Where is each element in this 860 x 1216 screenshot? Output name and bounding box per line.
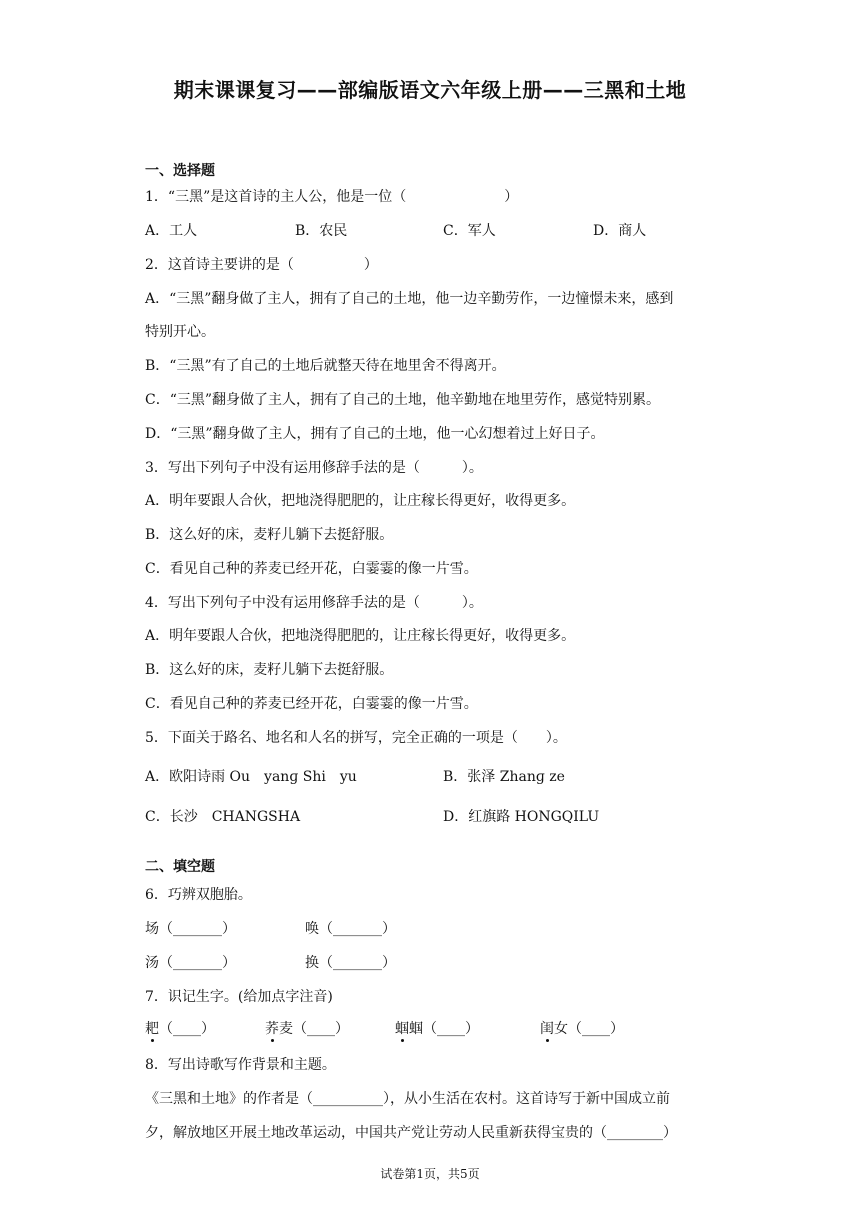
q5-option-b: B．张泽 Zhanɡ ze <box>443 769 565 785</box>
question-8-stem: 8．写出诗歌写作背景和主题。 <box>145 1057 336 1073</box>
q7-item-guinv <box>540 1018 624 1038</box>
q7-item-guoguo <box>395 1018 479 1038</box>
q4-option-b: B．这么好的床，麦籽儿躺下去挺舒服。 <box>145 662 394 678</box>
question-6-stem: 6．巧辨双胞胎。 <box>145 887 252 903</box>
q7-plain-char: 蝈 <box>409 1021 423 1037</box>
q6-blank-tang: 汤（_______） <box>145 955 236 971</box>
question-3-stem: 3．写出下列句子中没有运用修辞手法的是（ ）。 <box>145 460 483 476</box>
q7-dotted-char: 耙 <box>145 1018 159 1038</box>
question-5-stem: 5．下面关于路名、地名和人名的拼写，完全正确的一项是（ ）。 <box>145 730 567 746</box>
question-1-stem: 1．“三黑”是这首诗的主人公，他是一位（ ） <box>145 189 519 205</box>
question-7-stem: 7．识记生字。(给加点字注音) <box>145 989 333 1005</box>
q2-option-d: D．“三黑”翻身做了主人，拥有了自己的土地，他一心幻想着过上好日子。 <box>145 426 605 442</box>
q7-item-qiaomai <box>265 1018 349 1038</box>
q2-option-c: C．“三黑”翻身做了主人，拥有了自己的土地，他辛勤地在地里劳作，感觉特别累。 <box>145 392 661 408</box>
q8-paragraph-line1: 《三黑和土地》的作者是（__________），从小生活在农村。这首诗写于新中国成立前 <box>145 1091 670 1107</box>
q6-blank-huan2: 换（_______） <box>305 955 396 971</box>
section-heading-fill: 二、填空题 <box>145 859 215 875</box>
q7-blank: （____） <box>423 1021 479 1037</box>
q7-plain-char: 女 <box>554 1021 568 1037</box>
q7-plain-char: 麦 <box>279 1021 293 1037</box>
q7-dotted-char: 荞 <box>265 1018 279 1038</box>
q3-option-c: C．看见自己种的荞麦已经开花，白霎霎的像一片雪。 <box>145 561 478 577</box>
question-4-stem: 4．写出下列句子中没有运用修辞手法的是（ ）。 <box>145 595 483 611</box>
q2-option-a-line1: A．“三黑”翻身做了主人，拥有了自己的土地，他一边辛勤劳作，一边憧憬未来，感到 <box>145 291 674 307</box>
q4-option-a: A．明年要跟人合伙，把地浇得肥肥的，让庄稼长得更好，收得更多。 <box>145 628 576 644</box>
page-footer: 试卷第1页，共5页 <box>380 1167 480 1181</box>
q5-option-a: A．欧阳诗雨 Ou yanɡ Shi yu <box>145 769 357 785</box>
q6-blank-huan: 唤（_______） <box>305 921 396 937</box>
q1-option-a: A．工人 <box>145 223 198 239</box>
q4-option-c: C．看见自己种的荞麦已经开花，白霎霎的像一片雪。 <box>145 696 478 712</box>
q7-dotted-char: 闺 <box>540 1018 554 1038</box>
q8-paragraph-line2: 夕，解放地区开展土地改革运动，中国共产党让劳动人民重新获得宝贵的（________） <box>145 1125 677 1141</box>
q1-option-b: B．农民 <box>295 223 348 239</box>
question-2-stem: 2．这首诗主要讲的是（ ） <box>145 257 378 273</box>
q1-option-d: D．商人 <box>593 223 647 239</box>
q7-blank: （____） <box>293 1021 349 1037</box>
q1-option-c: C．军人 <box>443 223 496 239</box>
q6-blank-chang: 场（_______） <box>145 921 236 937</box>
q5-option-d: D．红旗路 HONGQILU <box>443 809 600 825</box>
q7-blank: （____） <box>568 1021 624 1037</box>
section-heading-choice: 一、选择题 <box>145 163 215 179</box>
q5-option-c: C．长沙 CHANGSHA <box>145 809 301 825</box>
page-title: 期末课课复习——部编版语文六年级上册——三黑和土地 <box>173 78 687 102</box>
q2-option-b: B．“三黑”有了自己的土地后就整天待在地里舍不得离开。 <box>145 358 506 374</box>
q2-option-a-line2: 特别开心。 <box>145 324 215 340</box>
q7-item-pa <box>145 1018 215 1038</box>
q7-dotted-char: 蝈 <box>395 1018 409 1038</box>
q3-option-b: B．这么好的床，麦籽儿躺下去挺舒服。 <box>145 527 394 543</box>
q3-option-a: A．明年要跟人合伙，把地浇得肥肥的，让庄稼长得更好，收得更多。 <box>145 493 576 509</box>
q7-blank: （____） <box>159 1021 215 1037</box>
